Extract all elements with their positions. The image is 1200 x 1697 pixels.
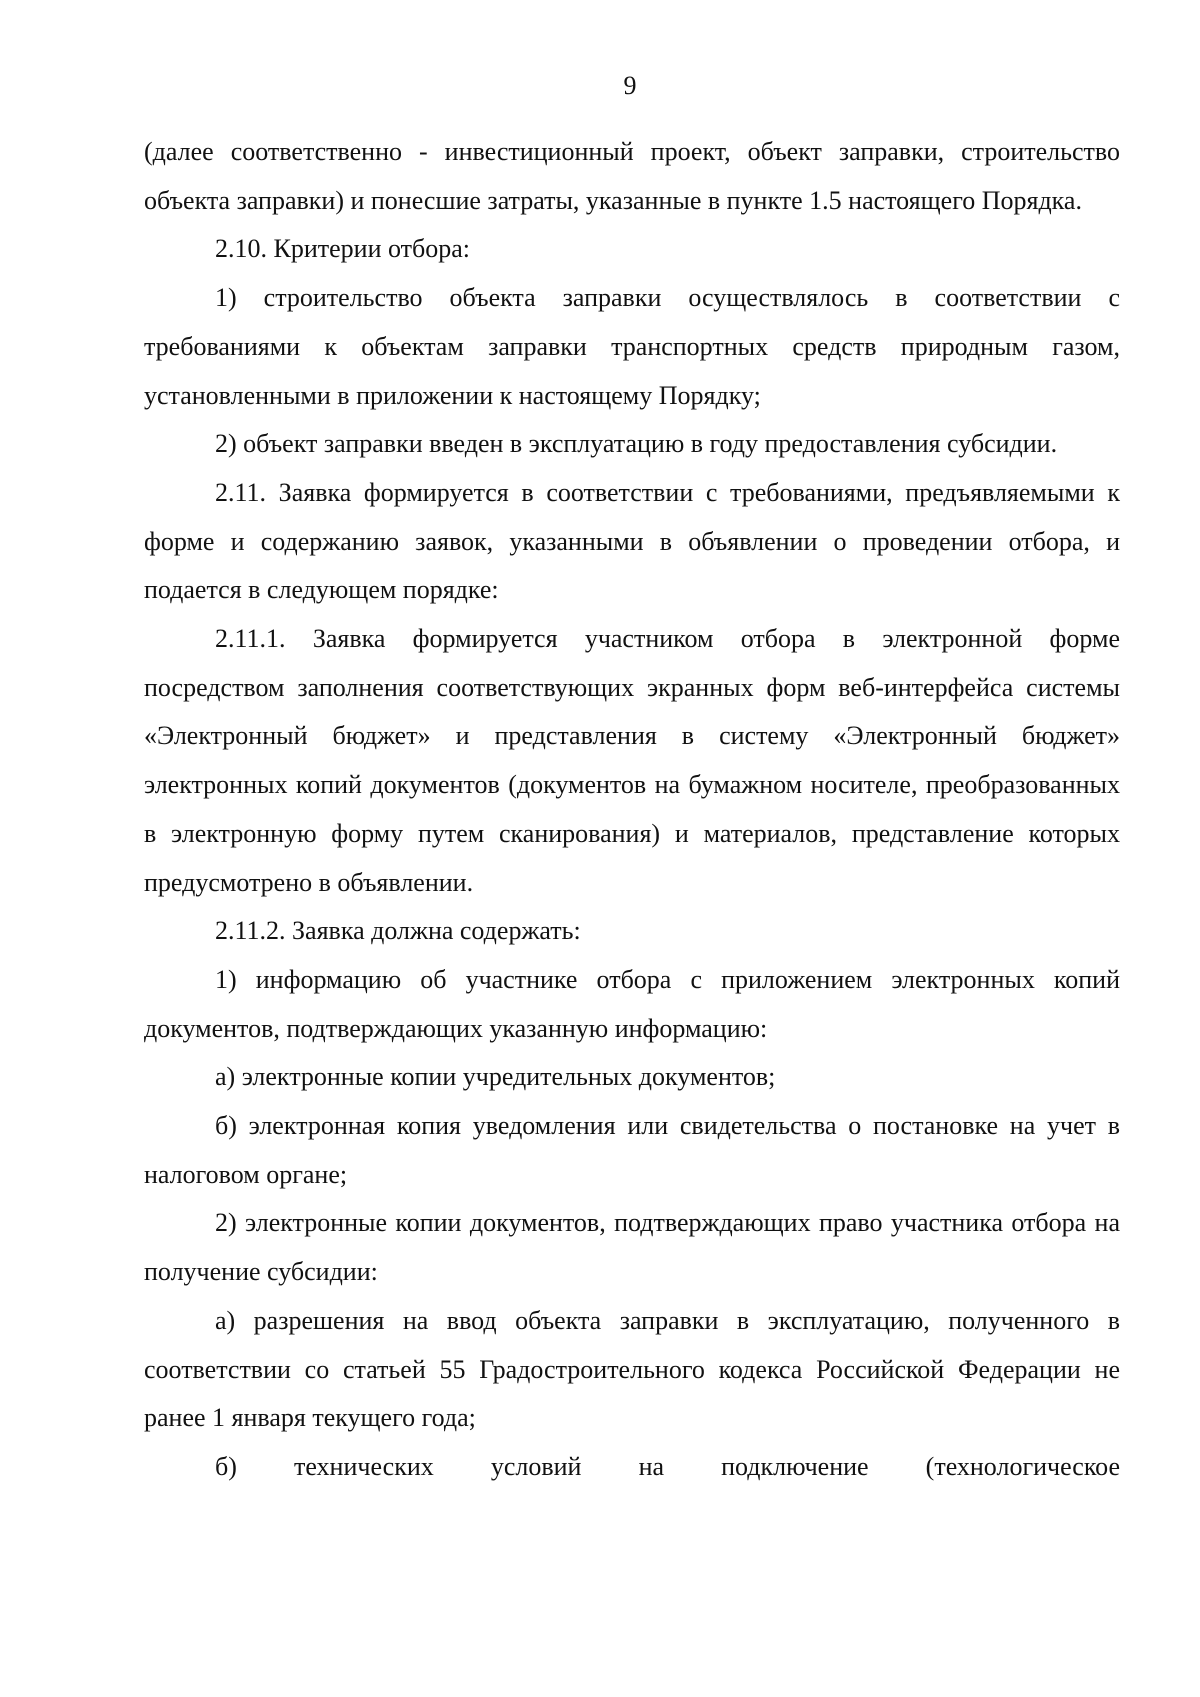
paragraph-continuation: (далее соответственно - инвестиционный проект, объект заправки, строительство объекта заправки) и понесшие затраты, указанные в пункте 1.5 настоящего Порядка. [144,137,1120,215]
paragraph-contents-item-2: 2) электронные копии документов, подтверждающих право участника отбора на получение субсидии: [144,1208,1120,1287]
paragraph-contents-item-2a: а) разрешения на ввод объекта заправки в эксплуатацию, полученного в соответствии со статьей 55 Градостроительного кодекса Российской Федерации не ранее 1 января текущего года; [144,1305,1120,1433]
paragraph-application-electronic-form: 2.11.1. Заявка формируется участником отбора в электронной форме посредством заполнения соответствующих экранных форм веб-интерфейса системы «Электронный бюджет» и представления в систему «Электронный бюджет» электронных копий документов (документов на бумажном носителе, преобразованных в электронную форму путем сканирования) и материалов, представление которых предусмотрено в объявлении. [144,624,1120,897]
paragraph-contents-item-1a: а) электронные копии учредительных документов; [215,1062,776,1092]
paragraph-criterion-2: 2) объект заправки введен в эксплуатацию в году предоставления субсидии. [215,429,1058,459]
paragraph-application-procedure: 2.11. Заявка формируется в соответствии с требованиями, предъявляемыми к форме и содержанию заявок, указанными в объявлении о проведении отбора, и подается в следующем порядке: [144,477,1120,605]
paragraph-contents-item-2b: б) технических условий на подключение (технологическое [215,1451,1120,1481]
paragraph-contents-item-1b: б) электронная копия уведомления или свидетельства о постановке на учет в налоговом органе; [144,1111,1120,1189]
page-number: 9 [623,71,637,100]
paragraph-criterion-1: 1) строительство объекта заправки осуществлялось в соответствии с требованиями к объектам заправки транспортных средств природным газом, установленными в приложении к настоящему Порядку; [144,283,1120,410]
paragraph-selection-criteria-heading: 2.10. Критерии отбора: [215,234,470,264]
paragraph-application-contents-heading: 2.11.2. Заявка должна содержать: [215,916,581,946]
paragraph-contents-item-1: 1) информацию об участнике отбора с приложением электронных копий документов, подтверждающих указанную информацию: [144,964,1120,1043]
document-body [144,128,1120,1492]
